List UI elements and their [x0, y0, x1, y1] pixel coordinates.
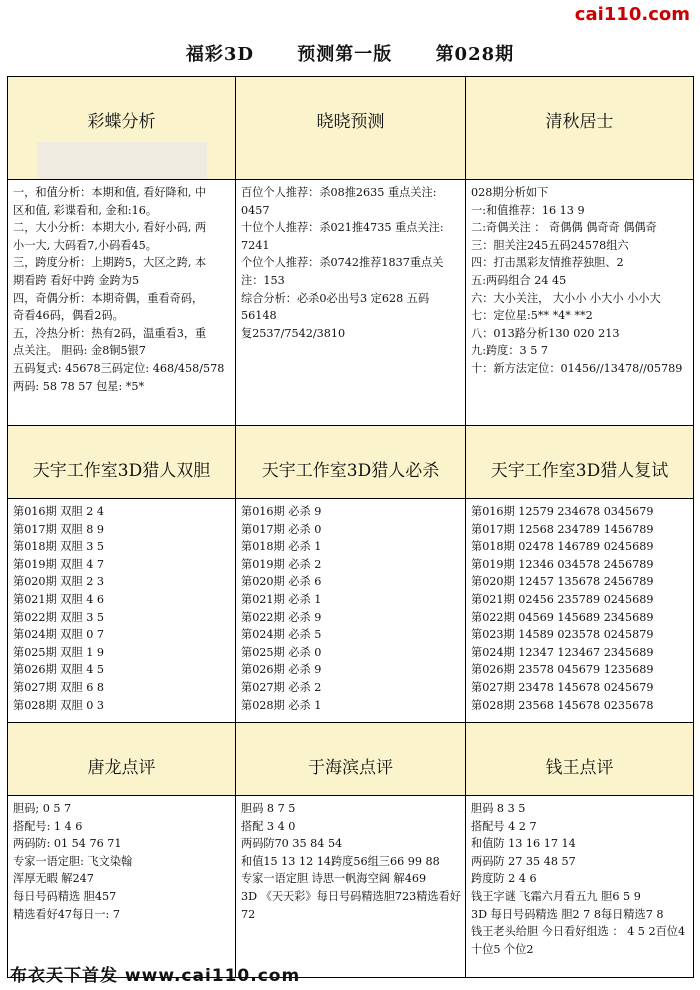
text-line: 第026期 必杀 9 [241, 663, 322, 677]
text-line: 二，大小分析：本期大小, 看好小码, 两 [13, 221, 207, 235]
text-line: 第017期 双胆 8 9 [13, 522, 105, 536]
text-line: 二:奇偶关注 ： 奇偶偶 偶奇奇 偶偶奇 [471, 221, 657, 235]
text-line: 五，冷热分析：热有2码，温重看3，重 [13, 326, 207, 340]
text-line: 第025期 必杀 0 [241, 645, 322, 659]
text-line: 三：胆关注245五码24578组六 [471, 238, 629, 252]
text-line: 第021期 双胆 4 6 [13, 592, 105, 606]
text-line: 浑厚无暇 解247 [13, 872, 94, 886]
section-body [466, 499, 694, 723]
text-line: 第016期 必杀 9 [241, 505, 322, 518]
text-line: 3D 每日号码精选 胆2 7 8每日精选7 8 [471, 907, 664, 921]
header-tanglong [8, 723, 236, 796]
header-underline-smudge [37, 142, 207, 179]
text-line: 第020期 12457 135678 2456789 [471, 575, 654, 589]
text-line: 第022期 必杀 9 [241, 610, 322, 624]
text-line: 和值防 13 16 17 14 [471, 837, 576, 851]
section-body [236, 499, 466, 723]
text-line: 五:两码组合 24 45 [471, 273, 567, 287]
text-line: 点关注。 胆码: 金8铜5银7 [13, 344, 146, 358]
text-line: 胆码; 0 5 7 [13, 802, 72, 815]
text-line: 九:跨度：3 5 7 [471, 344, 548, 358]
text-line: 第026期 23578 045679 1235689 [471, 663, 654, 677]
text-line: 第024期 双胆 0 7 [13, 628, 105, 642]
text-line: 7241 [241, 238, 270, 252]
text-line: 十位个人推荐：杀021推4735 重点关注: [241, 221, 444, 235]
text-line: 第026期 双胆 4 5 [13, 663, 105, 677]
text-line: 第022期 双胆 3 5 [13, 610, 105, 624]
section-body [8, 180, 236, 426]
text-line: 搭配号 4 2 7 [471, 819, 537, 833]
title-lottery: 福彩3D [185, 44, 254, 65]
section-body [8, 499, 236, 723]
text-line: 第018期 双胆 3 5 [13, 540, 105, 554]
text-line: 一:和值推荐：16 13 9 [471, 203, 585, 217]
text-line: 复2537/7542/3810 [241, 326, 346, 340]
text-line: 第017期 必杀 0 [241, 522, 322, 536]
text-line: 六：大小关注， 大小小 小大小 小小大 [471, 291, 661, 305]
text-line: 十：新方法定位：01456//13478//05789 [471, 361, 683, 375]
text-line: 两码防 27 35 48 57 [471, 854, 576, 868]
text-line: 区和值, 彩谍看和, 金和:16。 [13, 203, 158, 217]
text-line: 第028期 必杀 1 [241, 698, 322, 712]
text-line: 钱王老头给胆 今日看好组选 ： 4 5 2百位4 十位5 个位2 [471, 925, 686, 956]
section-title: 晓晓预测 [316, 112, 385, 132]
text-line: 四：打击黑彩友情推荐独胆、2 [471, 256, 624, 270]
text-line: 搭配号: 1 4 6 [13, 819, 83, 833]
text-line: 奇看46码，偶看2码。 [13, 309, 124, 323]
section-title: 彩蝶分析 [87, 112, 156, 132]
text-line: 注：153 [241, 273, 285, 287]
text-line: 第021期 02456 235789 0245689 [471, 592, 654, 606]
text-line: 百位个人推荐：杀08推2635 重点关注: [241, 186, 437, 199]
text-line: 第028期 23568 145678 0235678 [471, 698, 654, 712]
text-line: 第018期 必杀 1 [241, 540, 322, 554]
text-line: 第027期 必杀 2 [241, 680, 322, 694]
text-line: 3D 《天天彩》每日号码精选胆723精选看好72 [241, 889, 461, 921]
text-line: 八：013路分析130 020 213 [471, 326, 620, 340]
text-line: 和值15 13 12 14跨度56组三66 99 88 [241, 854, 440, 868]
header-fushi [466, 426, 694, 499]
text-line: 五码复式: 45678三码定位: 468/458/578 [13, 361, 225, 375]
text-line: 期看跨 看好中跨 金跨为5 [13, 273, 140, 287]
text-line: 56148 [241, 309, 277, 323]
header-qianwang [466, 723, 694, 796]
header-qingqiu [466, 77, 694, 180]
text-line: 第028期 双胆 0 3 [13, 698, 105, 712]
text-line: 搭配 3 4 0 [241, 819, 296, 833]
section-title: 天宇工作室3D猎人必杀 [261, 461, 440, 481]
header-yuhaibin [236, 723, 466, 796]
text-line: 第027期 23478 145678 0245679 [471, 680, 654, 694]
text-line: 钱王字谜 飞霜六月看五九 胆6 5 9 [471, 889, 641, 903]
section-title: 唐龙点评 [87, 758, 156, 778]
section-body [236, 180, 466, 426]
text-line: 第025期 双胆 1 9 [13, 645, 105, 659]
text-line: 四，奇偶分析：本期奇偶，重看奇码， [13, 291, 204, 305]
text-line: 第020期 必杀 6 [241, 575, 322, 589]
title-issue: 第028期 [435, 44, 515, 65]
site-watermark: cai110.com [574, 4, 690, 25]
text-line: 综合分析：必杀0必出号3 定628 五码 [241, 291, 430, 305]
text-line: 第020期 双胆 2 3 [13, 575, 105, 589]
section-body [466, 796, 694, 978]
section-title: 天宇工作室3D猎人复试 [490, 461, 669, 481]
footer-source: 布衣天下首发 www.cai110.com [10, 966, 301, 986]
text-line: 跨度防 2 4 6 [471, 872, 537, 886]
section-title: 清秋居士 [545, 112, 614, 132]
header-caidie [8, 77, 236, 180]
text-line: 第021期 必杀 1 [241, 592, 322, 606]
text-line: 精选看好47每日一: 7 [13, 907, 120, 921]
text-line: 第017期 12568 234789 1456789 [471, 522, 654, 536]
section-title: 钱王点评 [545, 758, 614, 778]
text-line: 第024期 12347 123467 2345689 [471, 645, 654, 659]
text-line: 第019期 必杀 2 [241, 557, 322, 571]
text-line: 第022期 04569 145689 2345689 [471, 610, 654, 624]
title-edition: 预测第一版 [297, 44, 393, 65]
text-line: 第019期 双胆 4 7 [13, 557, 105, 571]
text-line: 两码: 58 78 57 包星: *5* [13, 379, 145, 393]
text-line: 第023期 14589 023578 0245879 [471, 628, 654, 642]
section-title: 于海滨点评 [308, 758, 393, 778]
section-body [8, 796, 236, 978]
text-line: 三，跨度分析：上期跨5，大区之跨, 本 [13, 256, 207, 270]
section-title: 天宇工作室3D猎人双胆 [32, 461, 211, 481]
text-line: 第016期 12579 234678 0345679 [471, 505, 654, 518]
text-line: 小一大, 大码看7,小码看45。 [13, 238, 157, 252]
text-line: 七：定位星:5** *4* **2 [471, 309, 593, 323]
text-line: 第019期 12346 034578 2456789 [471, 557, 654, 571]
text-line: 个位个人推荐：杀0742推荐1837重点关 [241, 256, 444, 270]
text-line: 每日号码精选 胆457 [13, 889, 117, 903]
section-body [236, 796, 466, 978]
text-line: 两码防70 35 84 54 [241, 837, 343, 851]
text-line: 第016期 双胆 2 4 [13, 505, 105, 518]
header-shuangdan [8, 426, 236, 499]
text-line: 两码防: 01 54 76 71 [13, 837, 122, 851]
text-line: 专家一语定胆 诗思一帆海空阔 解469 [241, 872, 427, 886]
text-line: 胆码 8 7 5 [241, 802, 296, 815]
text-line: 0457 [241, 203, 270, 217]
text-line: 一，和值分析：本期和值, 看好降和, 中 [13, 186, 207, 199]
text-line: 专家一语定胆: 飞文染翰 [13, 854, 133, 868]
page-title [0, 40, 700, 66]
text-line: 胆码 8 3 5 [471, 802, 526, 815]
text-line: 第027期 双胆 6 8 [13, 680, 105, 694]
header-xiaoxiao [236, 77, 466, 180]
section-body [466, 180, 694, 426]
header-bisha [236, 426, 466, 499]
text-line: 第018期 02478 146789 0245689 [471, 540, 654, 554]
prediction-grid [7, 76, 694, 978]
text-line: 第024期 必杀 5 [241, 628, 322, 642]
text-line: 028期分析如下 [471, 186, 549, 199]
